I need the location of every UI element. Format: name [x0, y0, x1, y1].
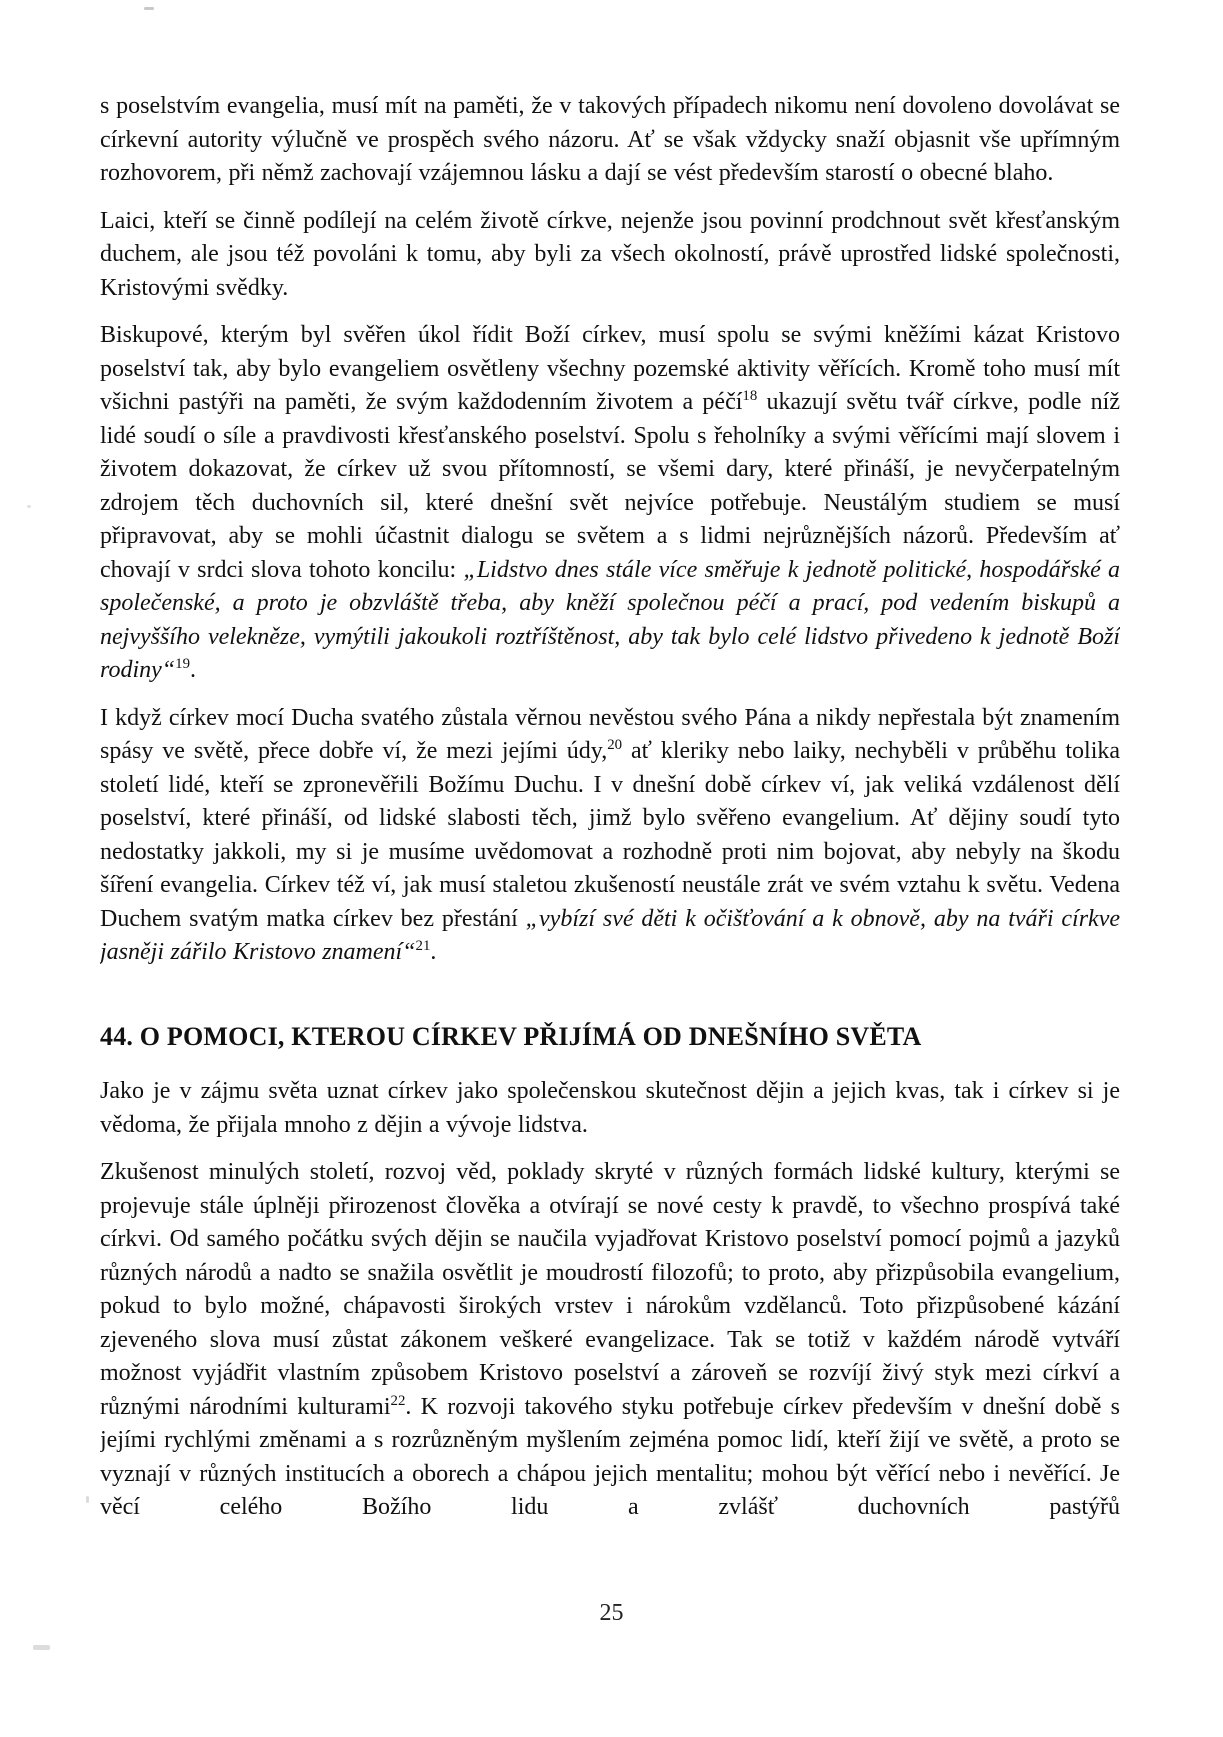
paragraph	[100, 205, 1120, 306]
footnote-reference: 22	[390, 1392, 406, 1409]
text-run: Biskupové, kterým byl svěřen úkol řídit Boží církev, musí spolu se svými kněžími kázat Kristovo poselství tak, aby bylo evangeliem osvětleny všechny pozemské aktivity věřících. Kromě toho musí mít všichni pastýři na paměti, že svým každodenním životem a péčí	[100, 322, 1120, 415]
scan-artifact	[144, 7, 154, 10]
text-run: .	[190, 657, 196, 683]
footnote-reference: 20	[607, 737, 623, 753]
text-block	[100, 90, 1120, 1539]
paragraph	[100, 1156, 1120, 1525]
quoted-italic-text: „vybízí své děti k očišťování a k obnově, aby na tváři církve jasněji zářilo Kristovo znamení“	[100, 905, 1120, 965]
text-run: Jako je v zájmu světa uznat církev jako společenskou skutečnost dějin a jejich kvas, tak i církev si je vědoma, že přijala mnoho z dějin a vývoje lidstva.	[100, 1078, 1120, 1138]
section-heading	[100, 1020, 1120, 1054]
footnote-reference: 21	[415, 938, 431, 954]
paragraph	[100, 702, 1120, 970]
footnote-reference: 18	[742, 388, 758, 404]
quoted-italic-text: „Lidstvo dnes stále více směřuje k jednotě politické, hospodářské a společenské, a proto je obzvláště třeba, aby kněží společnou péčí a prací, pod vedením biskupů a nejvyššího velekněze, vymýtili jakoukoli roztříštěnost, aby tak bylo celé lidstvo přivedeno k jednotě Boží rodiny“	[100, 556, 1120, 683]
text-run: Zkušenost minulých století, rozvoj věd, poklady skryté v různých formách lidské kultury, kterými se projevuje stále úplněji přirozenost člověka a otvírají se nové cesty k pravdě, to všechno prospívá také církvi. Od samého počátku svých dějin se naučila vyjadřovat Kristovo poselství pomocí pojmů a jazyků různých národů a nadto se snažila osvětlit je moudrostí filozofů; to proto, aby přizpůsobila evangelium, pokud to bylo možné, chápavosti širokých vrstev i nárokům vzdělanců. Toto přizpůsobené kázání zjeveného slova musí zůstat zákonem veškeré evangelizace. Tak se totiž v každém národě vytváří možnost vyjádřit vlastním způsobem Kristovo poselství a zároveň se rozvíjí živý styk mezi církví a různými národními kulturami	[100, 1159, 1120, 1420]
text-run: ať kleriky nebo laiky, nechyběli v průběhu tolika století lidé, kteří se zpronevěřili Božímu Duchu. I v dnešní době církev ví, jak veliká vzdálenost dělí poselství, které přináší, od lidské slabosti těch, jimž bylo svěřeno evangelium. Ať dějiny soudí tyto nedostatky jakkoli, my si je musíme uvědomovat a rozhodně proti nim bojovat, aby nebyly na škodu šíření evangelia. Církev též ví, jak musí staletou zkušeností neustále zrát ve svém vztahu k světu. Vedena Duchem svatým matka církev bez přestání	[100, 738, 1120, 932]
text-run: Laici, kteří se činně podílejí na celém životě církve, nejenže jsou povinní prodchnout svět křesťanským duchem, ale jsou též povoláni k tomu, aby byli za všech okolností, právě uprostřed lidské společnosti, Kristovými svědky.	[100, 207, 1120, 301]
text-run: 44. O POMOCI, KTEROU CÍRKEV PŘIJÍMÁ OD DNEŠNÍHO SVĚTA	[100, 1021, 922, 1051]
scan-artifact	[33, 1645, 50, 1650]
scan-artifact	[27, 505, 31, 508]
scan-artifact	[86, 1496, 89, 1503]
text-run: I když církev mocí Ducha svatého zůstala věrnou nevěstou svého Pána a nikdy nepřestala být znamením spásy ve světě, přece dobře ví, že mezi jejími údy,	[100, 704, 1120, 764]
page-number: 25	[599, 1600, 624, 1626]
text-run: . K rozvoji takového styku potřebuje církev především v dnešní době s jejími rychlými změnami a s rozrůzněným myšlením zejména pomoc lidí, kteří žijí ve světě, a proto se vyznají v různých institucích a oborech a chápou jejich mentalitu; mohou být věřící nebo i nevěřící. Je věcí celého Božího lidu a zvlášť duchovních pastýřů	[100, 1393, 1120, 1520]
text-run: .	[430, 939, 437, 965]
paragraph	[100, 1075, 1120, 1142]
text-run: s poselstvím evangelia, musí mít na paměti, že v takových případech nikomu není dovoleno dovolávat se církevní autority výlučně ve prospěch svého názoru. Ať se však vždycky snaží objasnit vše upřímným rozhovorem, při němž zachovají vzájemnou lásku a dají se vést především starostí o obecné blaho.	[100, 93, 1120, 186]
paragraph	[100, 90, 1120, 191]
text-run: ukazují světu tvář církve, podle níž lidé soudí o síle a pravdivosti křesťanského poselství. Spolu s řeholníky a svými věřícími mají slovem i životem dokazovat, že církev už svou přítomností, se všemi dary, které přináší, je nevyčerpatelným zdrojem těch duchovních sil, které dnešní svět nejvíce potřebuje. Neustálým studiem se musí připravovat, aby se mohli účastnit dialogu se světem a s lidmi nejrůznějších názorů. Především ať chovají v srdci slova tohoto koncilu:	[100, 389, 1120, 583]
paragraph	[100, 319, 1120, 688]
footnote-reference: 19	[175, 656, 190, 672]
